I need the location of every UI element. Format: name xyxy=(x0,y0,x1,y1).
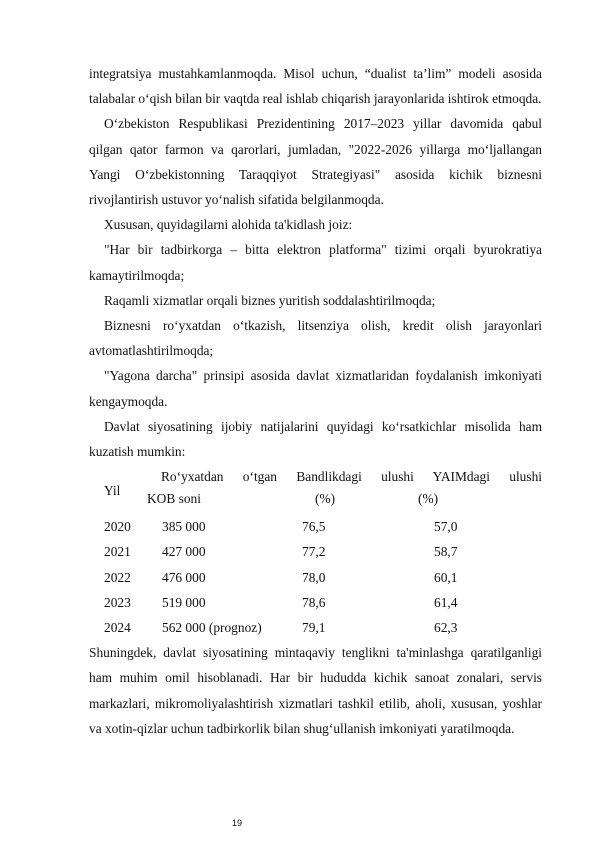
top-paragraphs xyxy=(89,61,542,464)
gdp-share-cell: 62,3 xyxy=(434,620,458,635)
header-row1 xyxy=(161,464,542,489)
header-word: o‘tgan xyxy=(242,469,278,485)
table-row xyxy=(89,565,542,590)
paragraph: Xususan, quyidagilarni alohida ta'kidlash joiz: xyxy=(104,217,353,233)
table-row xyxy=(89,615,542,640)
sme-statistics-table xyxy=(89,464,542,640)
header-employment-pct: (%) xyxy=(315,491,336,507)
header-word: Bandlikdagi xyxy=(296,469,362,485)
employment-share-cell: 78,6 xyxy=(302,594,326,610)
table-header xyxy=(89,464,542,514)
year-cell: 2020 xyxy=(104,519,131,535)
gdp-share-cell: 61,4 xyxy=(434,594,458,610)
paragraph: O‘zbekiston Respublikasi Prezidentining 2017–2023 yillar davomida qabul qilgan qator farmon va qarorlari, jumladan, "2022-2026 yillarga mo‘ljallangan Yangi O‘zbekistonning Taraqqiyot Strategiyasi" asosida kichik biznesni rivojlantirish ustuvor yo‘nalish sifatida belgilanmoqda. xyxy=(89,116,542,208)
header-sme-count: KOB soni xyxy=(147,491,201,507)
table-row xyxy=(89,514,542,539)
employment-share-cell: 79,1 xyxy=(302,620,326,635)
paragraph: "Har bir tadbirkorga – bitta elektron platforma" tizimi orqali byurokratiya kamaytirilmoqda; xyxy=(89,242,542,283)
year-cell: 2024 xyxy=(104,620,131,635)
header-word: ulushi xyxy=(381,469,414,485)
header-gdp-pct: (%) xyxy=(418,491,439,507)
table-row xyxy=(89,539,542,564)
paragraph: Biznesni ro‘yxatdan o‘tkazish, litsenziya olish, kredit olish jarayonlari avtomatlashtirilmoqda; xyxy=(89,318,542,359)
bottom-paragraphs xyxy=(89,640,542,741)
sme-count-cell: 562 000 (prognoz) xyxy=(162,620,262,635)
header-year: Yil xyxy=(104,483,121,499)
gdp-share-cell: 58,7 xyxy=(434,544,458,560)
table-body xyxy=(89,514,542,640)
sme-count-cell: 385 000 xyxy=(162,519,206,535)
header-word: YAIMdagi xyxy=(432,469,490,485)
sme-count-cell: 427 000 xyxy=(162,544,206,560)
sme-count-cell: 476 000 xyxy=(162,569,206,585)
year-cell: 2021 xyxy=(104,544,131,560)
paragraph: integratsiya mustahkamlanmoqda. Misol uchun, “dualist ta’lim” modeli asosida talabalar o‘qish bilan bir vaqtda real ishlab chiqarish jarayonlarida ishtirok etmoqda. xyxy=(89,66,542,107)
employment-share-cell: 78,0 xyxy=(302,569,326,585)
page-number: 19 xyxy=(232,818,243,828)
header-word: Ro‘yxatdan xyxy=(161,469,224,485)
year-cell: 2022 xyxy=(104,569,131,585)
year-cell: 2023 xyxy=(104,594,131,610)
paragraph: Shuningdek, davlat siyosatining mintaqaviy tenglikni ta'minlashga qaratilganligi ham muhim omil hisoblanadi. Har bir hududda kichik sanoat zonalari, servis markazlari, mikromoliyalashtirish xizmatlari tashkil etilib, aholi, xususan, yoshlar va xotin-qizlar uchun tadbirkorlik bilan shug‘ullanish imkoniyati yaratilmoqda. xyxy=(89,645,542,736)
gdp-share-cell: 60,1 xyxy=(434,569,458,585)
paragraph: "Yagona darcha" prinsipi asosida davlat xizmatlaridan foydalanish imkoniyati kengaymoqda. xyxy=(89,368,542,409)
gdp-share-cell: 57,0 xyxy=(434,519,458,535)
table-row xyxy=(89,590,542,615)
paragraph: Raqamli xizmatlar orqali biznes yuritish soddalashtirilmoqda; xyxy=(104,292,436,308)
employment-share-cell: 76,5 xyxy=(302,519,326,535)
header-word: ulushi xyxy=(509,469,543,485)
employment-share-cell: 77,2 xyxy=(302,544,326,560)
paragraph: Davlat siyosatining ijobiy natijalarini quyidagi ko‘rsatkichlar misolida ham kuzatish mumkin: xyxy=(89,418,542,460)
sme-count-cell: 519 000 xyxy=(162,594,206,610)
body-text xyxy=(89,61,542,741)
